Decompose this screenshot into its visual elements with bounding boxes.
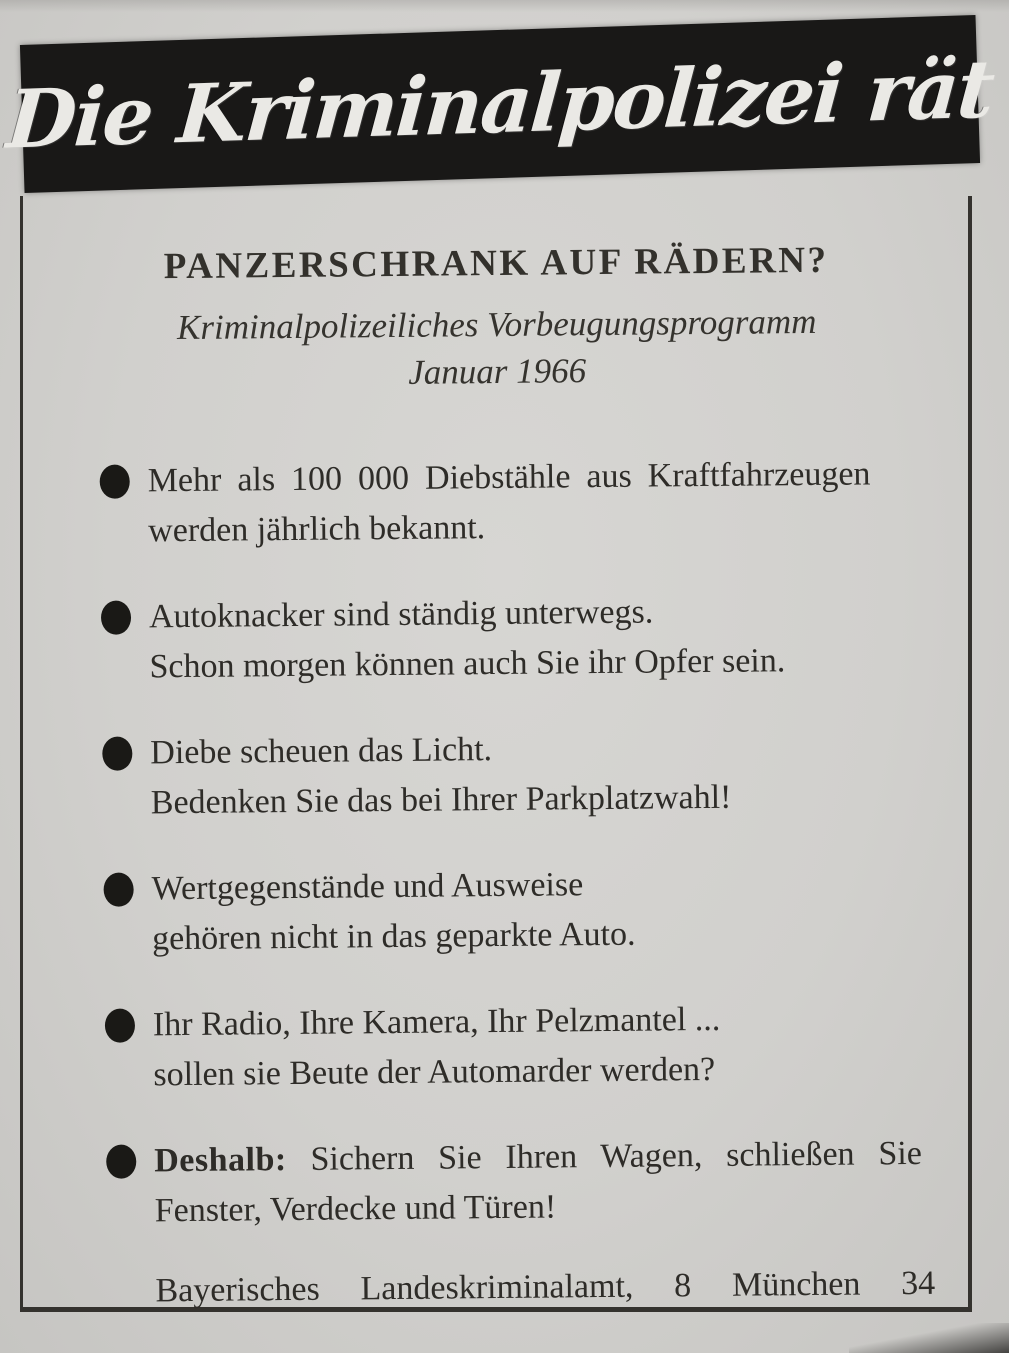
bullet-line: Bedenken Sie das bei Ihrer Parkplatzwahl! — [150, 778, 732, 822]
bullet-line: Wertgegenstände und Ausweise — [151, 866, 584, 908]
bullet-dot-icon — [106, 1144, 136, 1178]
bullet-line-text: Sichern Sie Ihren Wagen, schließen Sie — [310, 1134, 922, 1178]
bullet-line: Ihr Radio, Ihre Kamera, Ihr Pelzmantel ... — [152, 1000, 721, 1044]
bullet-dot-icon — [103, 873, 133, 907]
bullet-line: sollen sie Beute der Automarder werden? — [153, 1050, 716, 1094]
bullet-line: Autoknacker sind ständig unterwegs. — [148, 593, 654, 636]
subtitle-date: Januar 1966 — [408, 351, 587, 392]
corner-shadow — [849, 1323, 1009, 1353]
footer-imprint: Bayerisches Landeskriminalamt, 8 München 34 — [155, 1264, 936, 1310]
list-item — [147, 449, 929, 556]
banner-title: Die Kriminalpolizei rät — [3, 41, 997, 167]
list-item — [149, 585, 931, 692]
bullet-line: Mehr als 100 000 Diebstähle aus Kraftfahrzeugen — [147, 455, 871, 500]
bullet-line: Fenster, Verdecke und Türen! — [154, 1188, 557, 1230]
leaflet-frame — [20, 196, 972, 1312]
paper-edge-shadow — [0, 0, 1009, 12]
list-item — [150, 721, 932, 828]
bullet-line — [154, 1129, 935, 1186]
bullet-dot-icon — [100, 465, 130, 499]
leaflet-content — [23, 191, 979, 1311]
bullet-line: werden jährlich bekannt. — [148, 509, 486, 550]
bullet-dot-icon — [105, 1009, 135, 1043]
bullet-dot-icon — [101, 601, 131, 635]
page-title: PANZERSCHRANK AUF RÄDERN? — [163, 239, 829, 288]
bullet-dot-icon — [102, 737, 132, 771]
bullet-line: Schon morgen können auch Sie ihr Opfer sein. — [149, 642, 786, 686]
list-item — [151, 857, 933, 964]
list-item — [153, 993, 935, 1100]
bullet-line: gehören nicht in das geparkte Auto. — [151, 915, 636, 958]
bullet-line: Diebe scheuen das Licht. — [150, 731, 493, 772]
subtitle-program: Kriminalpolizeiliches Vorbeugungsprogramm — [176, 301, 817, 348]
banner — [3, 15, 997, 193]
bullet-list — [25, 448, 977, 1237]
list-item — [154, 1129, 936, 1236]
bullet-lead-bold: Deshalb: — [154, 1141, 287, 1180]
